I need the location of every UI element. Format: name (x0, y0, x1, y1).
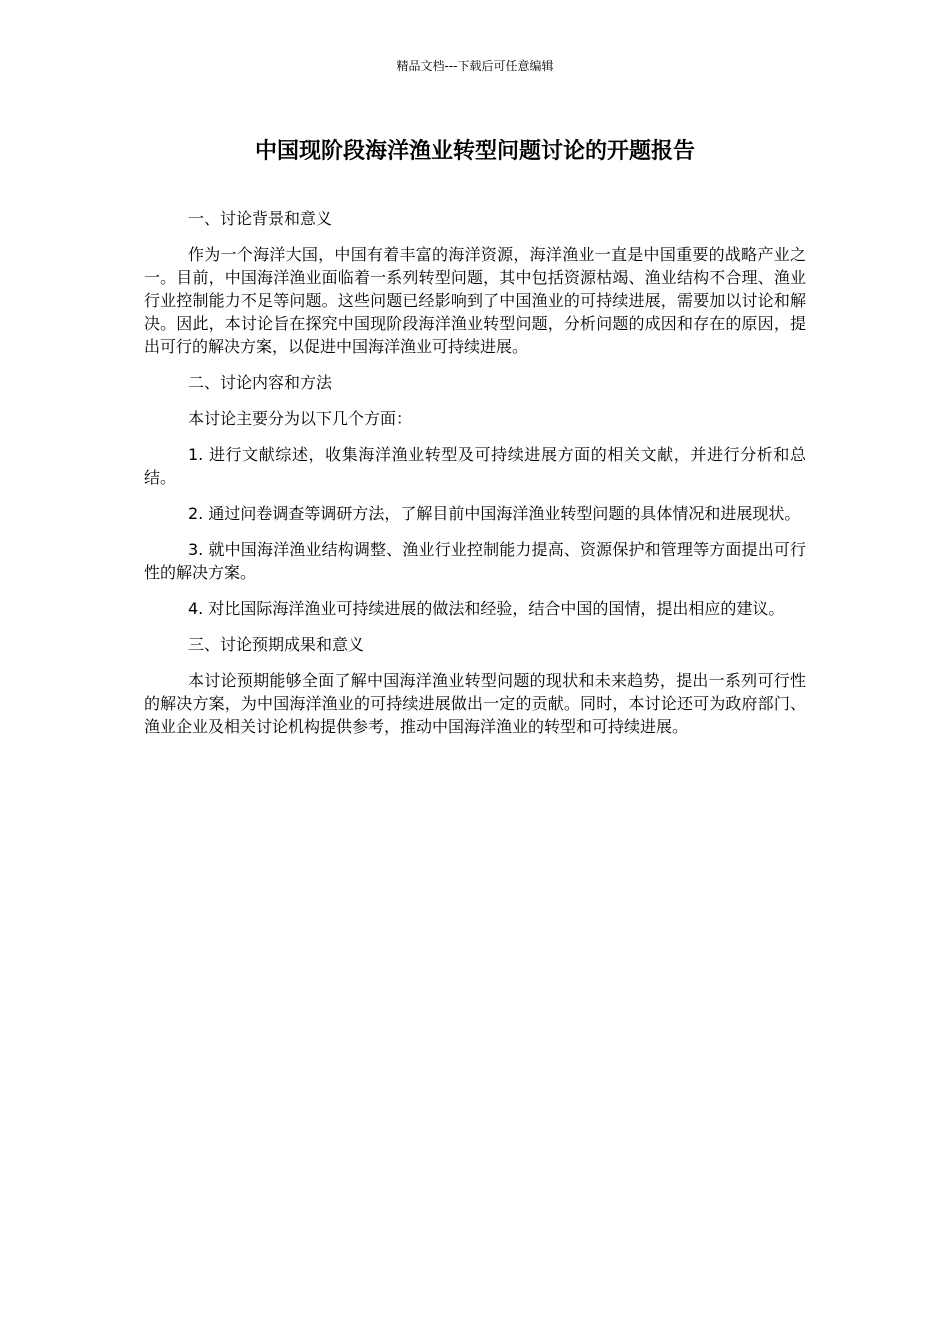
paragraph-expected-results: 本讨论预期能够全面了解中国海洋渔业转型问题的现状和未来趋势，提出一系列可行性的解决方案，为中国海洋渔业的可持续进展做出一定的贡献。同时，本讨论还可为政府部门、渔业企业及相关讨论机构提供参考，推动中国海洋渔业的转型和可持续进展。 (144, 671, 806, 736)
paragraph-intro-aspects: 本讨论主要分为以下几个方面： (188, 409, 413, 428)
list-item-1: 1. 进行文献综述，收集海洋渔业转型及可持续进展方面的相关文献，并进行分析和总结。 (144, 445, 806, 487)
section-heading-expected-results: 三、讨论预期成果和意义 (188, 635, 365, 654)
section-heading-content-method: 二、讨论内容和方法 (188, 373, 333, 392)
list-item-4: 4. 对比国际海洋渔业可持续进展的做法和经验，结合中国的国情，提出相应的建议。 (188, 599, 785, 618)
section-heading-background: 一、讨论背景和意义 (188, 209, 333, 228)
document-title: 中国现阶段海洋渔业转型问题讨论的开题报告 (254, 139, 695, 164)
list-item-2: 2. 通过问卷调查等调研方法，了解目前中国海洋渔业转型问题的具体情况和进展现状。 (188, 504, 801, 523)
page-header-note: 精品文档---下载后可任意编辑 (396, 59, 554, 73)
paragraph-background: 作为一个海洋大国，中国有着丰富的海洋资源，海洋渔业一直是中国重要的战略产业之一。目前，中国海洋渔业面临着一系列转型问题，其中包括资源枯竭、渔业结构不合理、渔业行业控制能力不足等问题。这些问题已经影响到了中国渔业的可持续进展，需要加以讨论和解决。因此，本讨论旨在探究中国现阶段海洋渔业转型问题，分析问题的成因和存在的原因，提出可行的解决方案，以促进中国海洋渔业可持续进展。 (144, 245, 806, 356)
document-body (144, 207, 806, 751)
list-item-3: 3. 就中国海洋渔业结构调整、渔业行业控制能力提高、资源保护和管理等方面提出可行性的解决方案。 (144, 540, 806, 582)
